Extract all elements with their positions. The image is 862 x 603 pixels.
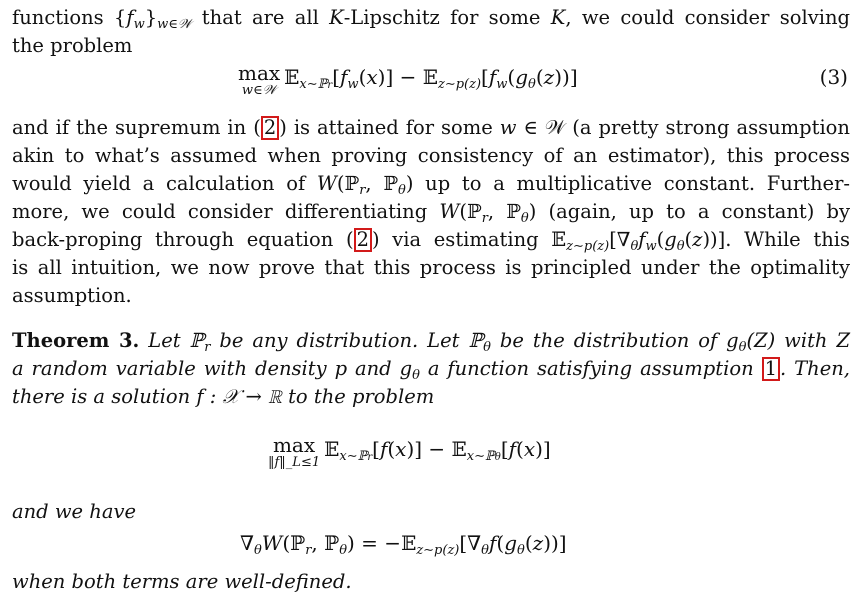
assumption-1-link[interactable]: 1 [762,357,780,381]
paragraph2-line1: and if the supremum in ( 2 ) is attained for some w ∈ 𝒲 (a pretty strong assumption [12,116,850,139]
paragraph2-line3: would yield a calculation of W(ℙ$_r$, ℙ$_\theta$) up to a multiplicative constant. Further- [12,172,850,198]
max-operator-2: max ‖f‖_L≤1 [268,433,321,470]
paragraph1-line2: the problem [12,34,133,57]
equation-number: (3) [819,65,848,89]
equation-3: max w∈𝒲 $𝔼_{x\sim ℙr}[f_w(x)]$ − $𝔼_{z\sim p(z)}[f_w(g_\theta(z))]$ [238,61,578,98]
theorem-line2: a random variable with density p and $g_\theta$ a function satisfying assumption 1 . Then, [12,357,850,383]
and-we-have: and we have [12,500,137,523]
paragraph2-line6: is all intuition, we now prove that this process is principled under the optimality [12,256,850,279]
theorem-label: Theorem 3. [12,329,140,352]
paragraph2-line2: akin to what’s assumed when proving consistency of an estimator), this process [12,144,850,167]
paragraph2-line5: back-proping through equation ( 2 ) via estimating $𝔼_{z\sim p(z)}[\nabla_\theta f_w(g_\theta(z))]$. While this [12,228,850,254]
equation-2-link-2[interactable]: 2 [354,228,372,252]
equation-2-link[interactable]: 2 [261,116,279,140]
equation-gradient: $\nabla_\theta W(ℙ_r$, ℙ$_\theta$) = $-𝔼_{z\sim p(z)}[\nabla_\theta f(g_\theta(z))]$ [240,531,567,558]
theorem-line1: Theorem 3. Let ℙ$_r$ be any distribution. Let ℙ$_\theta$ be the distribution of $g_\theta(Z)$ with Z [12,329,850,355]
max-operator: max w∈𝒲 [238,61,281,98]
equation-max-lipschitz: max ‖f‖_L≤1 𝔼$_{x\sim ℙr}$[f(x)] − 𝔼$_{x\sim ℙ\theta}$[f(x)] [268,433,551,470]
paragraph1-line1: functions $\{f_w\}_{w\in 𝒲}$ that are all K-Lipschitz for some K, we could consider solving [12,6,850,32]
closing-line: when both terms are well-defined. [12,570,352,593]
paragraph2-line7: assumption. [12,284,132,307]
theorem-line3: there is a solution f : 𝒳 → ℝ to the problem [12,385,435,408]
paragraph2-line4: more, we could consider differentiating W(ℙ$_r$, ℙ$_\theta$) (again, up to a constant) by [12,200,851,226]
